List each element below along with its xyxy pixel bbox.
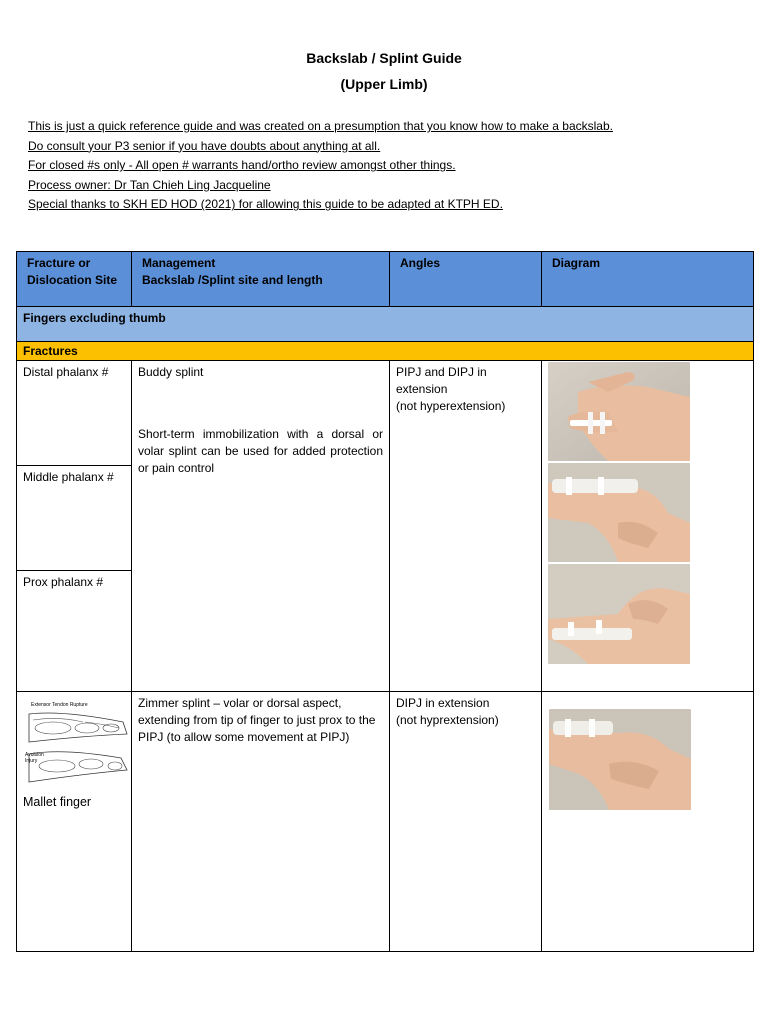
- diagram-cell: [542, 692, 754, 952]
- doc-title: Backslab / Splint Guide: [306, 50, 462, 66]
- splint-guide-table: [16, 251, 754, 952]
- site-prox: Prox phalanx #: [23, 575, 104, 589]
- intro-line: This is just a quick reference guide and was created on a presumption that you know how to make a backslab.: [28, 119, 613, 133]
- intro-line: Process owner: Dr Tan Chieh Ling Jacqueline: [28, 177, 271, 192]
- header-angles: Angles: [390, 252, 542, 307]
- site-mallet: Mallet finger: [23, 795, 92, 809]
- volar-splint-photo: [548, 564, 690, 664]
- angles-cell: DIPJ in extension (not hyprextension): [390, 692, 542, 952]
- site-distal: Distal phalanx #: [17, 361, 131, 466]
- header-diagram: Diagram: [542, 252, 754, 307]
- management-text: Buddy splint: [138, 365, 204, 379]
- section-heading: Fingers excluding thumb: [17, 307, 754, 342]
- header-management: Management Backslab /Splint site and length: [132, 252, 390, 307]
- section-row: [17, 307, 754, 342]
- site-cell: [17, 361, 132, 692]
- table-row: [17, 692, 754, 952]
- management-cell: [132, 361, 390, 692]
- site-cell: [17, 692, 132, 952]
- management-text: Zimmer splint – volar or dorsal aspect, extending from tip of finger to just prox to the PIPJ (to allow some movement at PIPJ): [138, 696, 376, 744]
- subsection-row: [17, 342, 754, 361]
- angles-cell: PIPJ and DIPJ in extension (not hyperextension): [390, 361, 542, 692]
- zimmer-splint-photo: [549, 709, 691, 810]
- mallet-finger-anatomy-diagram: [23, 700, 129, 792]
- diagram-label: Extensor Tendon Rupture: [31, 702, 88, 708]
- diagram-label: Injury: [25, 758, 38, 764]
- header-site: Fracture or Dislocation Site: [17, 252, 132, 307]
- subsection-heading: Fractures: [17, 342, 754, 361]
- management-text: Short-term immobilization with a dorsal or volar splint can be used for added protection or pain control: [138, 427, 383, 475]
- intro-notes: [28, 117, 613, 215]
- diagram-cell: [542, 361, 754, 692]
- buddy-splint-photo: [548, 362, 690, 461]
- intro-line: Special thanks to SKH ED HOD (2021) for allowing this guide to be adapted at KTPH ED.: [28, 197, 503, 212]
- intro-line: For closed #s only - All open # warrants hand/ortho review amongst other things.: [28, 158, 456, 173]
- diagram-label: Avulsion: [25, 752, 44, 758]
- table-row: [17, 361, 754, 692]
- doc-subtitle: (Upper Limb): [340, 76, 428, 92]
- management-cell: [132, 692, 390, 952]
- dorsal-splint-photo: [548, 463, 690, 562]
- table-header-row: [17, 252, 754, 307]
- intro-line: Do consult your P3 senior if you have doubts about anything at all.: [28, 138, 381, 153]
- site-middle: Middle phalanx #: [17, 466, 131, 571]
